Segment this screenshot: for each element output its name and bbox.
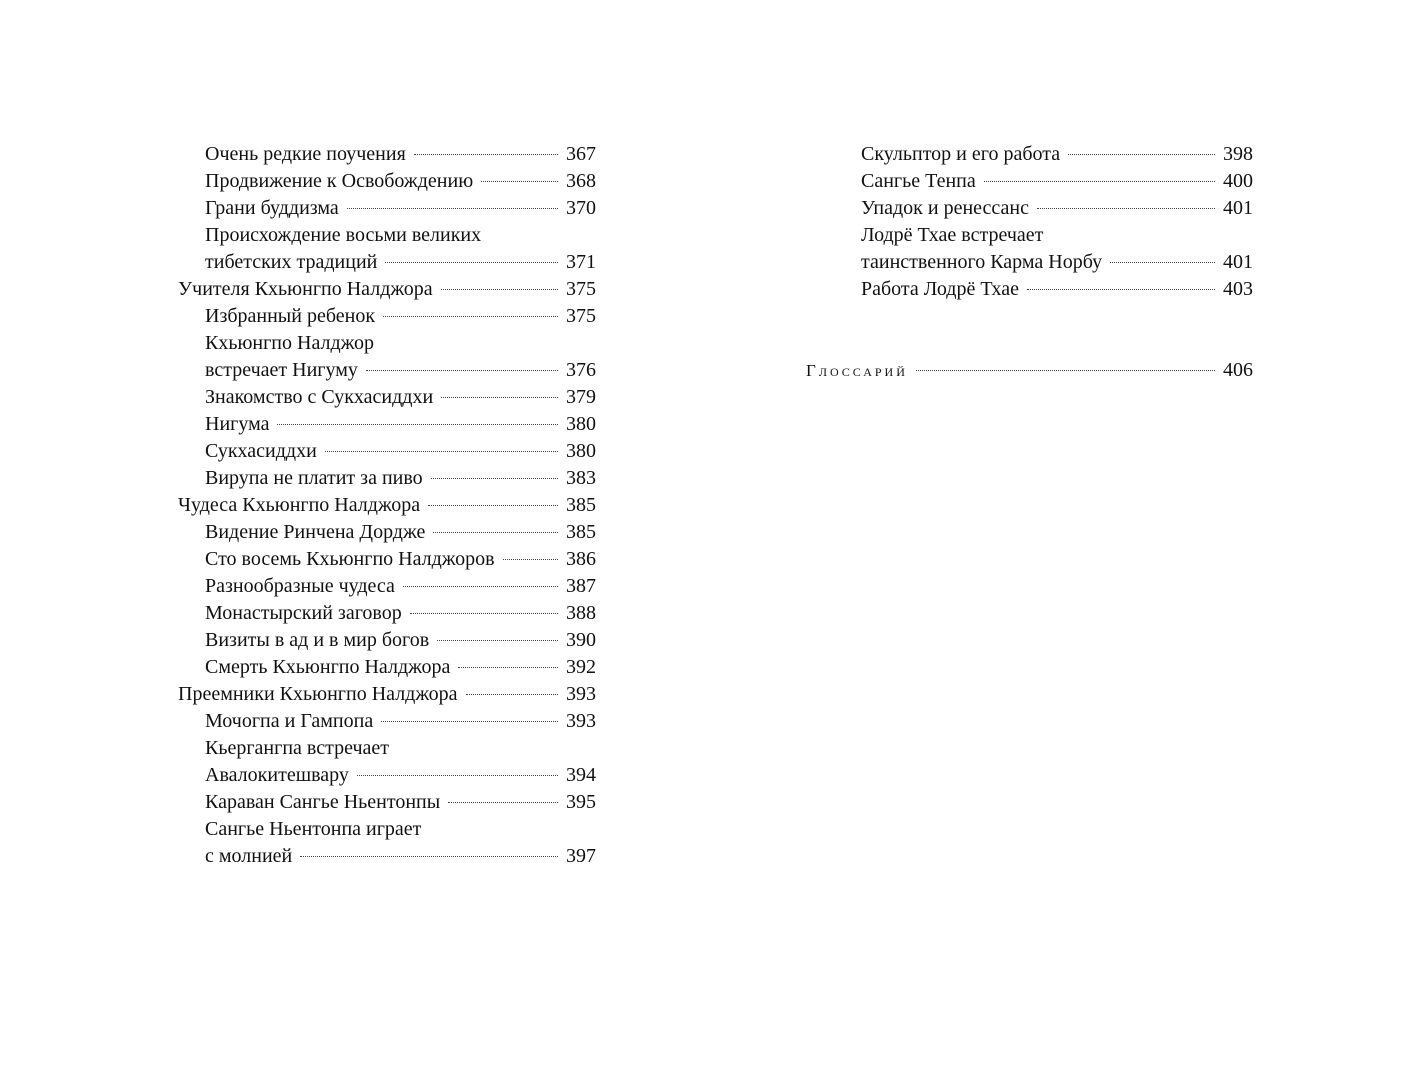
toc-entry-title: Вирупа не платит за пиво [205, 467, 423, 489]
dot-leader [437, 640, 558, 641]
toc-entry-title: Сукхасиддхи [205, 440, 317, 462]
toc-page-number: 376 [566, 359, 596, 381]
toc-entry-line [178, 843, 596, 870]
toc-entry-title: Нигума [205, 413, 270, 435]
toc-subsection-entry[interactable] [806, 222, 1253, 276]
toc-entry-title: таинственного Карма Норбу [861, 251, 1103, 273]
toc-subsection-entry[interactable] [178, 789, 596, 816]
toc-entry-line [806, 141, 1253, 168]
dot-leader [381, 721, 558, 722]
toc-entry-line [178, 735, 596, 762]
toc-entry-title: Преемники Кхьюнгпо Налджора [178, 683, 458, 705]
dot-leader [1068, 154, 1215, 155]
toc-entry-line [178, 195, 596, 222]
dot-leader [481, 181, 558, 182]
toc-page-number: 370 [566, 197, 596, 219]
toc-page-number: 367 [566, 143, 596, 165]
dot-leader [300, 856, 558, 857]
toc-entry-title: Работа Лодрё Тхае [861, 278, 1020, 300]
dot-leader [984, 181, 1215, 182]
toc-page-number: 375 [566, 278, 596, 300]
toc-entry-title: Видение Ринчена Дордже [205, 521, 426, 543]
toc-subsection-entry[interactable] [178, 168, 596, 195]
toc-entry-title: тибетских традиций [205, 251, 378, 273]
toc-entry-title: Лодрё Тхае встречает [861, 224, 1044, 246]
toc-entry-line [178, 681, 596, 708]
toc-entry-title: Авалокитешвару [205, 764, 349, 786]
toc-section-entry[interactable] [178, 681, 596, 708]
toc-entry-line [178, 384, 596, 411]
toc-entry-line [178, 141, 596, 168]
toc-entry-title: Монастырский заговор [205, 602, 402, 624]
toc-entry-line [178, 789, 596, 816]
toc-glossary-entry[interactable] [806, 357, 1253, 384]
toc-entry-title: Чудеса Кхьюнгпо Налджора [178, 494, 421, 516]
toc-page-number: 387 [566, 575, 596, 597]
toc-entry-line [178, 519, 596, 546]
toc-entry-line [806, 249, 1253, 276]
dot-leader [441, 397, 558, 398]
toc-entry-title: Разнообразные чудеса [205, 575, 395, 597]
toc-subsection-entry[interactable] [178, 411, 596, 438]
dot-leader [441, 289, 558, 290]
toc-entry-title: Визиты в ад и в мир богов [205, 629, 430, 651]
toc-entry-line [806, 195, 1253, 222]
toc-entry-title: Продвижение к Освобождению [205, 170, 474, 192]
toc-entry-title: Сангье Ньентонпа играет [205, 818, 422, 840]
dot-leader [410, 613, 558, 614]
toc-subsection-entry[interactable] [178, 438, 596, 465]
toc-entry-title: встречает Нигуму [205, 359, 358, 381]
toc-subsection-entry[interactable] [178, 708, 596, 735]
toc-entry-title: Очень редкие поучения [205, 143, 406, 165]
dot-leader [366, 370, 558, 371]
toc-page-number: 383 [566, 467, 596, 489]
toc-entry-line [178, 762, 596, 789]
toc-page-number: 394 [566, 764, 596, 786]
dot-leader [503, 559, 558, 560]
toc-entry-line [806, 168, 1253, 195]
toc-page-number: 398 [1223, 143, 1253, 165]
dot-leader [466, 694, 558, 695]
toc-page-number: 371 [566, 251, 596, 273]
toc-entry-line [178, 168, 596, 195]
toc-entry-line [178, 573, 596, 600]
toc-entry-line [178, 465, 596, 492]
toc-entry-title: Происхождение восьми великих [205, 224, 482, 246]
dot-leader [325, 451, 558, 452]
glossary-title: Глоссарий [806, 361, 908, 380]
toc-page-number: 392 [566, 656, 596, 678]
dot-leader [383, 316, 558, 317]
dot-leader [277, 424, 558, 425]
toc-entry-line [178, 654, 596, 681]
toc-entry-title: Смерть Кхьюнгпо Налджора [205, 656, 451, 678]
dot-leader [458, 667, 558, 668]
toc-page-number: 390 [566, 629, 596, 651]
toc-entry-title: Сангье Тенпа [861, 170, 976, 192]
toc-page-number: 379 [566, 386, 596, 408]
toc-page-number: 395 [566, 791, 596, 813]
dot-leader [1027, 289, 1215, 290]
dot-leader [1037, 208, 1215, 209]
toc-page-number: 393 [566, 710, 596, 732]
toc-entry-line [178, 411, 596, 438]
toc-entry-line [178, 357, 596, 384]
toc-subsection-entry[interactable] [178, 465, 596, 492]
toc-subsection-entry[interactable] [178, 600, 596, 627]
dot-leader [448, 802, 558, 803]
dot-leader [414, 154, 558, 155]
toc-entry-title: Избранный ребенок [205, 305, 376, 327]
toc-subsection-entry[interactable] [178, 654, 596, 681]
toc-page-number: 401 [1223, 197, 1253, 219]
toc-subsection-entry[interactable] [178, 546, 596, 573]
toc-entry-line [806, 222, 1253, 249]
toc-entry-title: Грани буддизма [205, 197, 339, 219]
toc-entry-line [178, 222, 596, 249]
toc-left-column [178, 141, 596, 870]
toc-page-number: 380 [566, 440, 596, 462]
toc-entry-title: с молнией [205, 845, 293, 867]
dot-leader [433, 532, 558, 533]
toc-subsection-entry[interactable] [178, 303, 596, 330]
toc-subsection-entry[interactable] [178, 735, 596, 789]
dot-leader [385, 262, 558, 263]
toc-entry-line [178, 600, 596, 627]
toc-section-entry[interactable] [178, 492, 596, 519]
section-spacer [806, 303, 1253, 357]
toc-subsection-entry[interactable] [178, 141, 596, 168]
toc-page-number: 400 [1223, 170, 1253, 192]
toc-entry-line [178, 438, 596, 465]
toc-entry-title: Сто восемь Кхьюнгпо Налджоров [205, 548, 495, 570]
toc-subsection-entry[interactable] [806, 195, 1253, 222]
toc-entry-line [178, 249, 596, 276]
toc-entry-line [178, 708, 596, 735]
toc-entry-title: Упадок и ренессанс [861, 197, 1029, 219]
toc-page-number: 380 [566, 413, 596, 435]
toc-entry-title: Кьергангпа встречает [205, 737, 390, 759]
toc-page-number: 375 [566, 305, 596, 327]
toc-subsection-entry[interactable] [806, 168, 1253, 195]
toc-entry-line [178, 303, 596, 330]
toc-entry-line [178, 627, 596, 654]
dot-leader [916, 370, 1215, 371]
toc-entry-title: Скульптор и его работа [861, 143, 1061, 165]
toc-page-number: 388 [566, 602, 596, 624]
toc-entry-title: Знакомство с Сукхасиддхи [205, 386, 434, 408]
toc-right-column [806, 141, 1253, 384]
toc-subsection-entry[interactable] [178, 222, 596, 276]
toc-page-number: 397 [566, 845, 596, 867]
dot-leader [1110, 262, 1215, 263]
toc-page-number: 393 [566, 683, 596, 705]
toc-subsection-entry[interactable] [806, 141, 1253, 168]
toc-entry-line [178, 546, 596, 573]
dot-leader [403, 586, 558, 587]
toc-subsection-entry[interactable] [806, 276, 1253, 303]
dot-leader [357, 775, 558, 776]
dot-leader [431, 478, 558, 479]
toc-page-number: 386 [566, 548, 596, 570]
toc-subsection-entry[interactable] [178, 195, 596, 222]
dot-leader [347, 208, 558, 209]
toc-entry-title: Учителя Кхьюнгпо Налджора [178, 278, 433, 300]
toc-subsection-entry[interactable] [178, 330, 596, 384]
toc-subsection-entry[interactable] [178, 519, 596, 546]
toc-section-entry[interactable] [178, 276, 596, 303]
toc-entry-line [178, 492, 596, 519]
toc-entry-title: Караван Сангье Ньентонпы [205, 791, 441, 813]
toc-page-number: 385 [566, 494, 596, 516]
toc-page-number: 385 [566, 521, 596, 543]
toc-subsection-entry[interactable] [178, 573, 596, 600]
toc-page-number: 406 [1223, 359, 1253, 381]
toc-entry-title: Кхьюнгпо Налджор [205, 332, 374, 354]
toc-page-number: 401 [1223, 251, 1253, 273]
toc-entry-title: Мочогпа и Гампопа [205, 710, 374, 732]
toc-entry-line [178, 330, 596, 357]
dot-leader [428, 505, 558, 506]
toc-entry-line [806, 357, 1253, 384]
toc-subsection-entry[interactable] [178, 816, 596, 870]
toc-subsection-entry[interactable] [178, 384, 596, 411]
toc-entry-line [178, 276, 596, 303]
toc-entry-line [178, 816, 596, 843]
toc-page-number: 403 [1223, 278, 1253, 300]
toc-page-number: 368 [566, 170, 596, 192]
toc-entry-line [806, 276, 1253, 303]
toc-subsection-entry[interactable] [178, 627, 596, 654]
